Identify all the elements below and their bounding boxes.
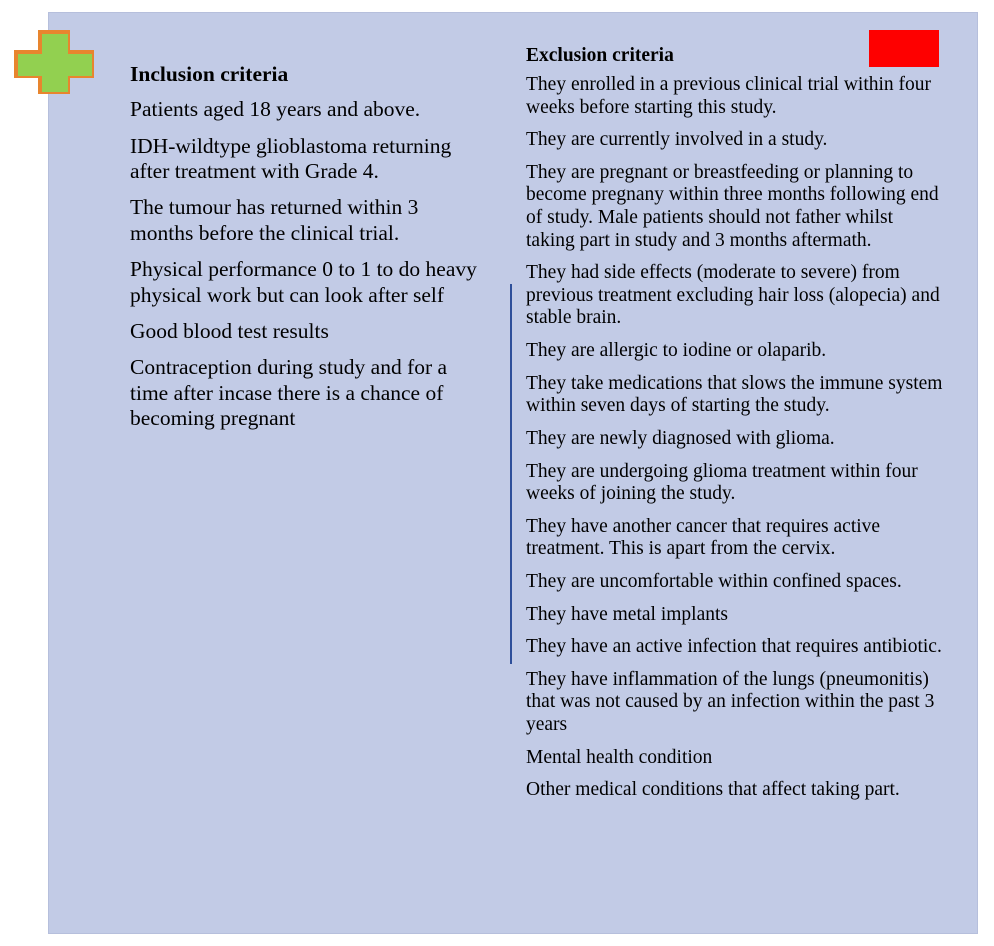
exclusion-group-bracket (510, 284, 512, 664)
red-marker-block (869, 30, 939, 67)
exclusion-item: They are currently involved in a study. (526, 129, 828, 151)
exclusion-criteria-column (526, 44, 944, 812)
exclusion-item: They have an active infection that requires antibiotic. (526, 636, 942, 658)
inclusion-item: IDH-wildtype glioblastoma returning after treatment with Grade 4. (130, 133, 452, 184)
exclusion-item: Mental health condition (526, 746, 713, 768)
exclusion-item: They take medications that slows the immune system within seven days of starting the study. (526, 372, 943, 417)
exclusion-item: They are pregnant or breastfeeding or planning to become pregnany within three months following end of study. Male patients should not father whilst taking part in study and 3 months aftermath. (526, 161, 939, 251)
exclusion-heading: Exclusion criteria (526, 45, 674, 66)
exclusion-item: They are allergic to iodine or olaparib. (526, 340, 827, 362)
exclusion-item: They have inflammation of the lungs (pneumonitis) that was not caused by an infection within the past 3 years (526, 668, 935, 736)
inclusion-heading: Inclusion criteria (130, 62, 289, 86)
exclusion-item: They had side effects (moderate to severe) from previous treatment excluding hair loss (alopecia) and stable brain. (526, 262, 940, 329)
exclusion-item: They are undergoing glioma treatment within four weeks of joining the study. (526, 460, 918, 505)
exclusion-item: They are uncomfortable within confined spaces. (526, 570, 902, 592)
medical-cross-icon (8, 28, 98, 96)
exclusion-item: They have another cancer that requires active treatment. This is apart from the cervix. (526, 515, 881, 560)
inclusion-item: Physical performance 0 to 1 to do heavy physical work but can look after self (130, 257, 477, 307)
exclusion-item: They are newly diagnosed with glioma. (526, 427, 835, 449)
exclusion-item: They have metal implants (526, 603, 728, 625)
inclusion-criteria-column (130, 62, 480, 442)
inclusion-item: The tumour has returned within 3 months before the clinical trial. (130, 195, 419, 245)
inclusion-item: Good blood test results (130, 318, 329, 343)
exclusion-item: They enrolled in a previous clinical trial within four weeks before starting this study. (526, 74, 932, 118)
inclusion-item: Contraception during study and for a time after incase there is a chance of becoming pregnant (130, 355, 448, 430)
exclusion-item: Other medical conditions that affect taking part. (526, 779, 900, 801)
inclusion-item: Patients aged 18 years and above. (130, 97, 421, 122)
